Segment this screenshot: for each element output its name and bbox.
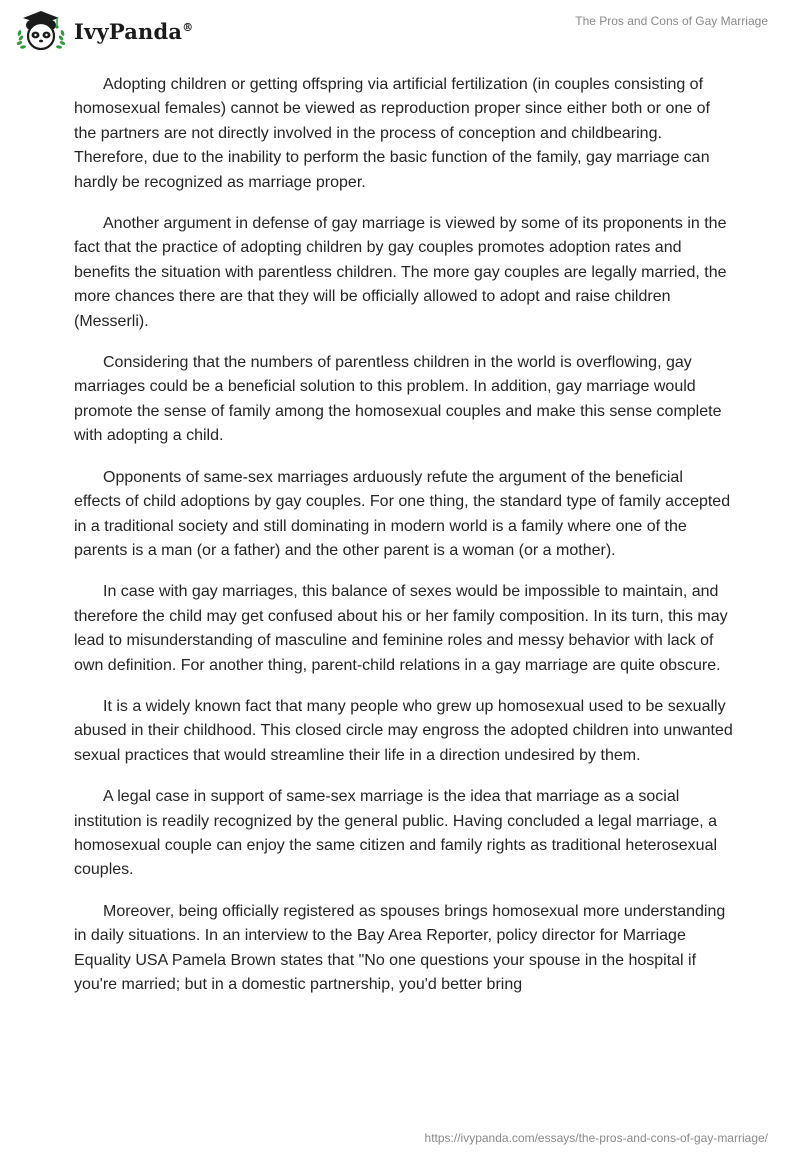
source-url-link[interactable]: https://ivypanda.com/essays/the-pros-and-cons-of-gay-marriage/ — [424, 1131, 768, 1145]
page-header — [0, 0, 800, 60]
ivypanda-logo[interactable] — [12, 8, 193, 54]
paragraph: Adopting children or getting offspring via artificial fertilization (in couples consisting of homosexual females) cannot be viewed as reproduction proper since either both or one of the partners are not directly involved in the process of conception and childbearing. Therefore, due to the inability to perform the basic function of the family, gay marriage can hardly be recognized as marriage proper. — [74, 76, 710, 191]
paragraph: Opponents of same-sex marriages arduously refute the argument of the beneficial effects of child adoptions by gay couples. For one thing, the standard type of family accepted in a traditional society and still dominating in modern world is a family where one of the parents is a man (or a father) and the other parent is a woman (or a mother). — [74, 468, 731, 559]
panda-graduate-icon — [12, 8, 70, 54]
essay-body — [74, 73, 734, 1014]
paragraph: Considering that the numbers of parentless children in the world is overflowing, gay marriages could be a beneficial solution to this problem. In addition, gay marriage would promote the sense of family among the homosexual couples and make this sense complete with adopting a child. — [74, 354, 722, 445]
paragraph: In case with gay marriages, this balance of sexes would be impossible to maintain, and therefore the child may get confused about his or her family composition. In its turn, this may lead to misunderstanding of masculine and feminine roles and messy behavior with lack of own definition. For another thing, parent-child relations in a gay marriage are quite obscure. — [74, 583, 728, 674]
paragraph: Another argument in defense of gay marriage is viewed by some of its proponents in the fact that the practice of adopting children by gay couples promotes adoption rates and benefits the situation with parentless children. The more gay couples are legally married, the more chances there are that they will be officially allowed to adopt and raise children (Messerli). — [74, 215, 727, 330]
document-title: The Pros and Cons of Gay Marriage — [575, 14, 768, 28]
paragraph: It is a widely known fact that many people who grew up homosexual used to be sexually abused in their childhood. This closed circle may engross the adopted children into unwanted sexual practices that would streamline their life in a direction undesired by them. — [74, 697, 733, 764]
registered-mark: ® — [182, 20, 194, 34]
paragraph: A legal case in support of same-sex marriage is the idea that marriage as a social institution is readily recognized by the general public. Having concluded a legal marriage, a homosexual couple can enjoy the same citizen and family rights as traditional heterosexual couples. — [74, 788, 718, 879]
paragraph: Moreover, being officially registered as spouses brings homosexual more understanding in daily situations. In an interview to the Bay Area Reporter, policy director for Marriage Equality USA Pamela Brown states that "No one questions your spouse in the hospital if you're married; but in a domestic partnership, you'd better bring — [74, 902, 726, 993]
brand-name: IvyPanda® — [74, 18, 194, 44]
